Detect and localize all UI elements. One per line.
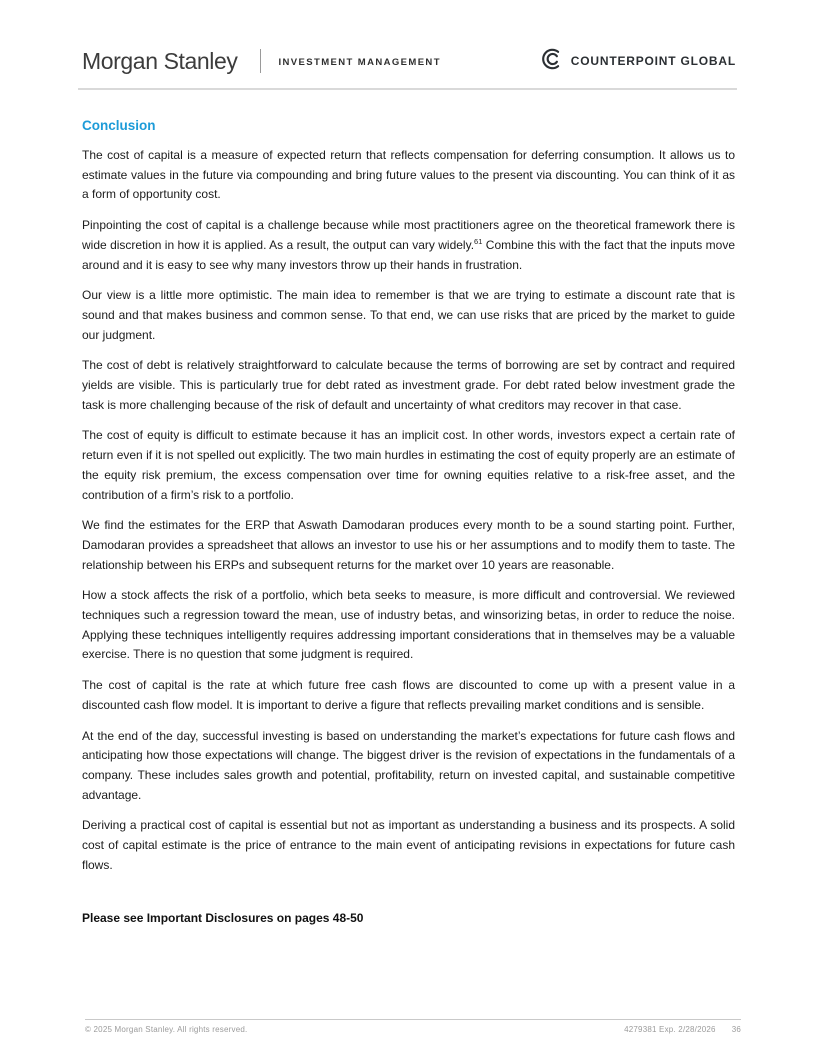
footnote-ref-61: 61 — [474, 236, 483, 246]
page-footer — [85, 1019, 741, 1034]
division-label: INVESTMENT MANAGEMENT — [278, 57, 441, 68]
paragraph-10: Deriving a practical cost of capital is essential but not as important as understanding a business and its prospects. A solid cost of capital estimate is the price of entrance to the main event of anticipating revisions in expectations for future cash flows. — [82, 818, 735, 872]
paragraph-6: We find the estimates for the ERP that Aswath Damodaran produces every month to be a sound starting point. Further, Damodaran provides a spreadsheet that allows an investor to use his or her assumptions and to modify them to taste. The relationship between his ERPs and subsequent returns for the market over 10 years are reasonable. — [82, 518, 735, 572]
header-divider — [260, 49, 261, 73]
morgan-stanley-brand — [82, 49, 441, 73]
paragraph-9: At the end of the day, successful investing is based on understanding the market’s expectations for future cash flows and anticipating how those expectations will change. The biggest driver is the revision of expectations in the fundamentals of a company. These includes sales growth and potential, profitability, return on invested capital, and sustainable competitive advantage. — [82, 728, 735, 802]
paragraph-4: The cost of debt is relatively straightforward to calculate because the terms of borrowing are set by contract and required yields are visible. This is particularly true for debt rated as investment grade. For debt rated below investment grade the task is more challenging because of the risk of default and uncertainty of what creditors may recover in that case. — [82, 358, 735, 412]
footer-right-group — [624, 1025, 741, 1034]
paragraph-2 — [82, 216, 735, 275]
counterpoint-global-c-icon — [537, 46, 563, 77]
document-body — [82, 118, 735, 925]
paragraph-1: The cost of capital is a measure of expected return that reflects compensation for deferring consumption. It allows us to estimate values in the future via compounding and bring future values to the present via discounting. You can think of it as a form of opportunity cost. — [82, 148, 735, 202]
paragraph-8: The cost of capital is the rate at which future free cash flows are discounted to come up with a present value in a discounted cash flow model. It is important to derive a figure that reflects prevailing market conditions and is sensible. — [82, 678, 735, 712]
document-id: 4279381 Exp. 2/28/2026 — [624, 1025, 716, 1034]
disclosure-note: Please see Important Disclosures on pages 48-50 — [82, 910, 364, 925]
paragraph-3: Our view is a little more optimistic. The main idea to remember is that we are trying to estimate a discount rate that is sound and that makes business and common sense. To that end, we can use risks that are priced by the market to guide our judgment. — [82, 288, 735, 342]
footer-row — [85, 1020, 741, 1034]
morgan-stanley-logo: Morgan Stanley — [82, 47, 238, 74]
section-heading: Conclusion — [82, 118, 156, 133]
copyright-text: © 2025 Morgan Stanley. All rights reserved. — [85, 1025, 248, 1034]
paragraph-5: The cost of equity is difficult to estimate because it has an implicit cost. In other words, investors expect a certain rate of return even if it is not spelled out explicitly. The two main hurdles in estimating the cost of equity properly are an estimate of the equity risk premium, the excess compensation over time for owning equities relative to a risk-free asset, and the contribution of a firm’s risk to a portfolio. — [82, 428, 735, 502]
counterpoint-global-label: COUNTERPOINT GLOBAL — [570, 54, 736, 68]
paragraph-7: How a stock affects the risk of a portfolio, which beta seeks to measure, is more difficult and controversial. We reviewed techniques such a regression toward the mean, use of industry betas, and winsorizing betas, in order to reduce the noise. Applying these techniques intelligently requires addressing important considerations that in themselves may be a valuable exercise. There is no question that some judgment is required. — [82, 588, 735, 662]
paragraph-2-text: Pinpointing the cost of capital is a challenge because while most practitioners agree on the theoretical framework there is wide discretion in how it is applied. As a result, the output can vary widely. — [82, 218, 735, 252]
page-header — [82, 44, 736, 78]
paragraph-2-text-cont: Combine this with the fact that the inputs move around and it is easy to see why many investors throw up their hands in frustration. — [82, 237, 735, 272]
page-number: 36 — [731, 1025, 741, 1034]
counterpoint-global-brand — [537, 46, 736, 77]
header-rule — [78, 88, 737, 90]
